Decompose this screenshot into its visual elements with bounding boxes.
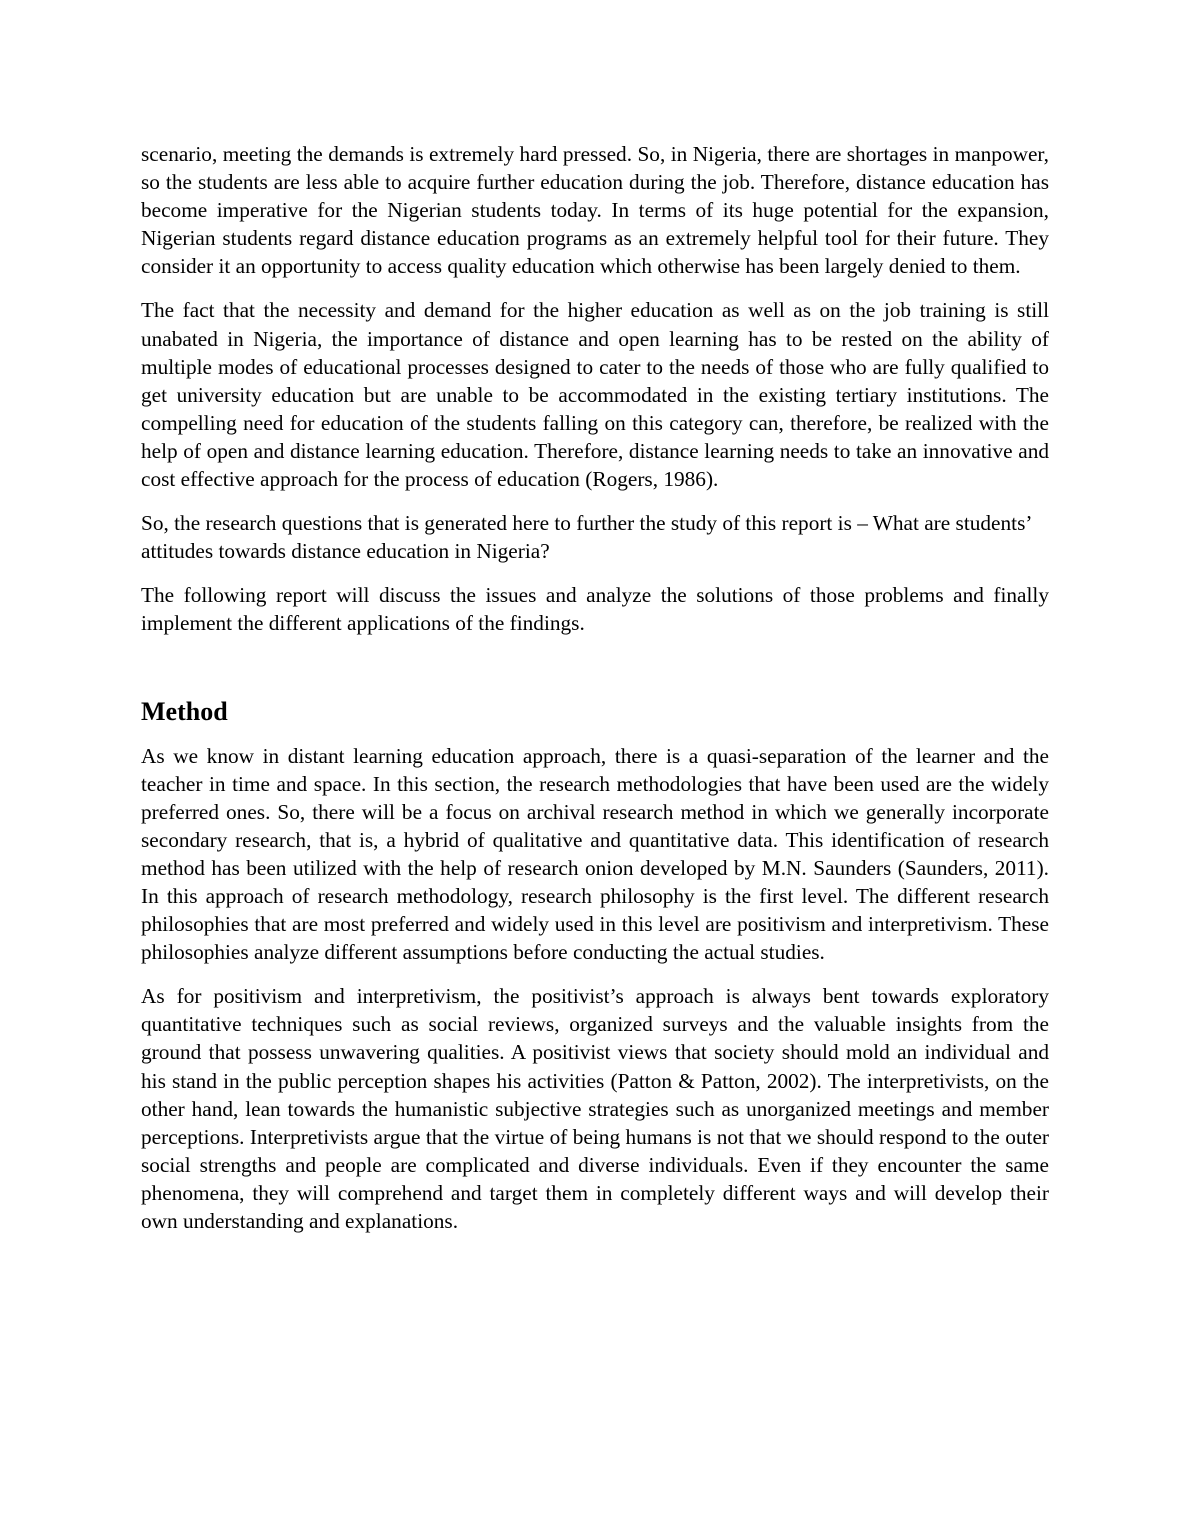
paragraph-method-1: As we know in distant learning education approach, there is a quasi-separation of the learner and the teacher in time and space. In this section, the research methodologies that have been used are the widely preferred ones. So, there will be a focus on archival research method in which we generally incorporate secondary research, that is, a hybrid of qualitative and quantitative data. This identification of research method has been utilized with the help of research onion developed by M.N. Saunders (Saunders, 2011). In this approach of research methodology, research philosophy is the first level. The different research philosophies that are most preferred and widely used in this level are positivism and interpretivism. These philosophies analyze different assumptions before conducting the actual studies.: [141, 743, 1049, 965]
document-page: [141, 140, 1049, 1251]
paragraph-intro-2: The fact that the necessity and demand for the higher education as well as on the job training is still unabated in Nigeria, the importance of distance and open learning has to be rested on the ability of multiple modes of educational processes designed to cater to the needs of those who are fully qualified to get university education but are unable to be accommodated in the existing tertiary institutions. The compelling need for education of the students falling on this category can, therefore, be realized with the help of open and distance learning education. Therefore, distance learning needs to take an innovative and cost effective approach for the process of education (Rogers, 1986).: [141, 298, 1049, 492]
research-question-paragraph: So, the research questions that is generated here to further the study of this report is – What are students’ attitudes towards distance education in Nigeria?: [141, 511, 1031, 564]
paragraph-method-2: As for positivism and interpretivism, the positivist’s approach is always bent towards exploratory quantitative techniques such as social reviews, organized surveys and the valuable insights from the ground that possess unwavering qualities. A positivist views that society should mold an individual and his stand in the public perception shapes his activities (Patton & Patton, 2002). The interpretivists, on the other hand, lean towards the humanistic subjective strategies such as unorganized meetings and member perceptions. Interpretivists argue that the virtue of being humans is not that we should respond to the outer social strengths and people are complicated and diverse individuals. Even if they encounter the same phenomena, they will comprehend and target them in completely different ways and will develop their own understanding and explanations.: [141, 984, 1049, 1233]
paragraph-intro-1: scenario, meeting the demands is extremely hard pressed. So, in Nigeria, there are shortages in manpower, so the students are less able to acquire further education during the job. Therefore, distance education has become imperative for the Nigerian students today. In terms of its huge potential for the expansion, Nigerian students regard distance education programs as an extremely helpful tool for their future. They consider it an opportunity to access quality education which otherwise has been largely denied to them.: [141, 142, 1049, 279]
method-heading: Method: [141, 696, 228, 726]
paragraph-intro-4: The following report will discuss the issues and analyze the solutions of those problems and finally implement the different applications of the findings.: [141, 583, 1049, 636]
